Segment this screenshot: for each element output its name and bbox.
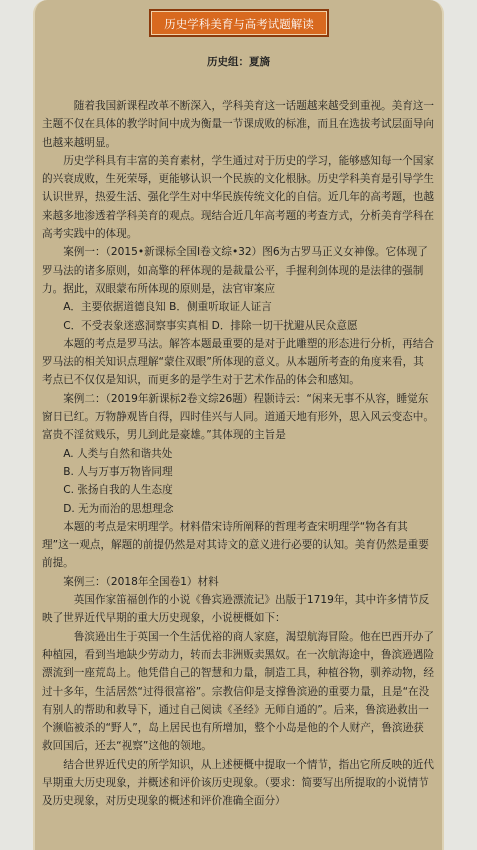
- paragraph-analysis-two: 本题的考点是宋明理学。材料借宋诗所阐释的哲理考查宋明理学“物各有其理”这一观点，解题的前提仍然是对其诗文的意义进行必要的认知。美育仍然是重要前提。: [42, 520, 429, 570]
- article-body: [42, 97, 434, 811]
- paragraph-question: 结合世界近代史的所学知识，从上述梗概中提取一个情节，指出它所反映的近代早期重大历史现象，并概述和评价该历史现象。（要求：简要写出所提取的小说情节及历史现象，对历史现象的概述和评价准确全面分）: [42, 758, 434, 808]
- paragraph-case-three: 案例三：（2018年全国卷1）材料: [63, 575, 219, 588]
- paragraph-material-story: 鲁滨逊出生于英国一个生活优裕的商人家庭，渴望航海冒险。他在巴西开办了种植园，看到当地缺少劳动力，转而去非洲贩卖黑奴。在一次航海途中，鲁滨逊遇险漂流到一座荒岛上。他凭借自己的智慧和力量，制造工具，种植谷物，驯养动物，经过十多年，生活居然“过得很富裕”。宗教信仰是支撑鲁滨逊的重要力量，且是“在没有别人的帮助和救导下，通过自己阅读《圣经》无师自通的”。后来，鲁滨逊救出一个濒临被杀的“野人”，岛上居民也有所增加，整个小岛是他的个人财产，鲁滨逊获救回国后，还去“视察”这他的领地。: [42, 630, 434, 753]
- option-line: C．不受表象迷惑洞察事实真相 D．排除一切干扰避从民众意愿: [63, 319, 358, 332]
- option-line: A．主要依据道德良知 B．侧重听取证人证言: [63, 301, 272, 314]
- paragraph-case-two: 案例二：（2019年新课标2卷文综26题）程颢诗云：“闲来无事不从容，睡觉东窗日已红。万物静观皆自得，四时佳兴与人同。道通天地有形外，思入风云变态中。富贵不淫贫贱乐，男儿到此是豪雄。”其体现的主旨是: [42, 392, 434, 442]
- paragraph-history-aesthetics: 历史学科具有丰富的美育素材，学生通过对于历史的学习，能够感知每一个国家的兴衰成败，生死荣辱，更能够认识一个民族的文化根脉。历史学科美育是引导学生认识世界，热爱生活、强化学生对中华民族传统文化的自信。近几年的高考题，也越来越多地渗透着学科美育的观点。现结合近几年高考题的考查方式，分析美育学科在高考实践中的体现。: [42, 154, 434, 241]
- option-line: C. 张扬自我的人生态度: [63, 484, 173, 497]
- paragraph-material-intro: 英国作家笛福创作的小说《鲁宾逊漂流记》出版于1719年，其中许多情节反映了世界近代早期的重大历史现象，小说梗概如下：: [42, 594, 430, 625]
- paragraph-intro: 随着我国新课程改革不断深入，学科美育这一话题越来越受到重视。美育这一主题不仅在具体的教学时间中成为衡量一节课成败的标准，而且在选拔考试层面导向也越来越明显。: [42, 100, 434, 149]
- article-card: [33, 0, 444, 850]
- option-line: D. 无为而治的思想理念: [63, 502, 174, 515]
- option-line: A. 人类与自然和谐共处: [63, 447, 173, 460]
- article-title-button[interactable]: 历史学科美育与高考试题解读: [149, 9, 329, 37]
- paragraph-analysis-one: 本题的考点是罗马法。解答本题最重要的是对于此雕塑的形态进行分析，再结合罗马法的相关知识点理解“蒙住双眼”所体现的意义。从本题所考查的角度来看，其考点已不仅仅是知识，而更多的是学生对于艺术作品的体会和感知。: [42, 337, 434, 387]
- option-line: B. 人与万事万物皆同理: [63, 465, 173, 478]
- author-line: 历史组：夏旖: [207, 56, 270, 68]
- paragraph-case-one: 案例一：（2015•新课标全国Ⅰ卷文综•32）图6为古罗马正义女神像。它体现了罗马法的诸多原则，如高擎的秤体现的是裁量公平，手握利剑体现的是法律的强制力。据此，双眼蒙布所体现的原则是，法官审案应: [42, 246, 428, 295]
